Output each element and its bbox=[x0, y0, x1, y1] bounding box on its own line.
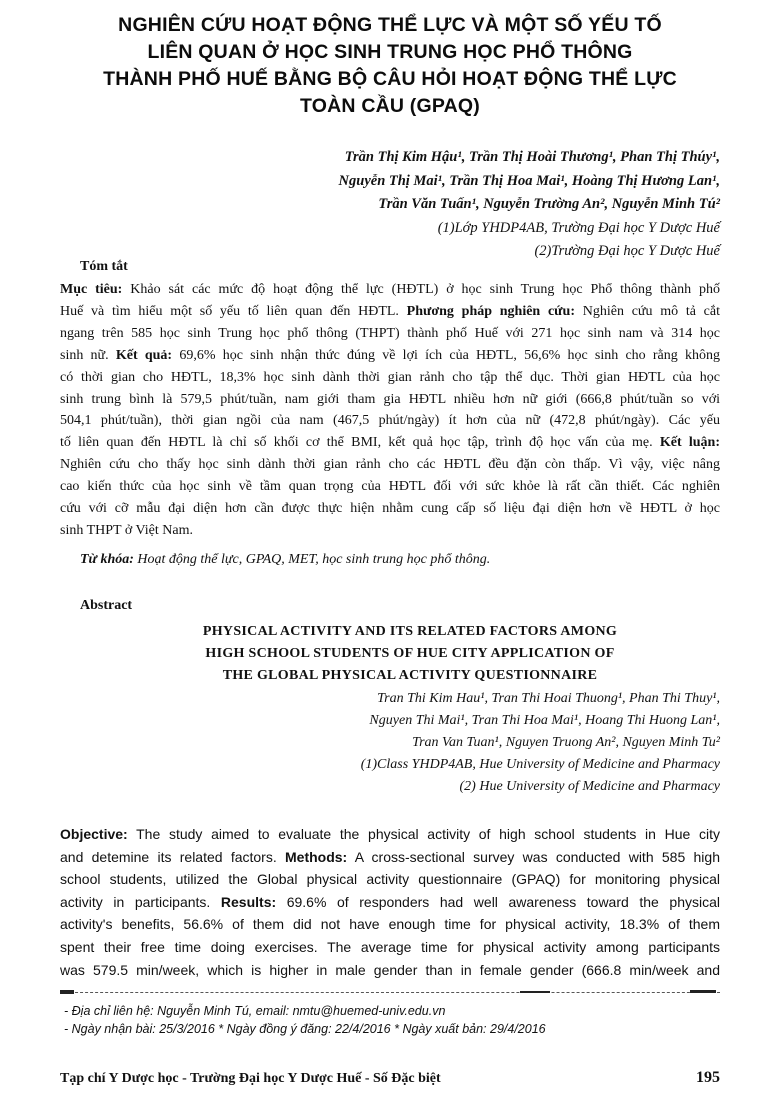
page-number: 195 bbox=[696, 1069, 720, 1086]
affiliation-line: (2)Trường Đại học Y Dược Huế bbox=[534, 243, 720, 259]
vn-abstract-line: cứu với cỡ mẫu đại diện hơn cần được thực hiện nhằm cung cấp số liệu đại diện hơn về HĐTL ở học bbox=[60, 501, 720, 517]
abstract-text: Khảo sát các mức độ hoạt động thể lực (HĐTL) ở học sinh Trung học Phổ thông thành phố bbox=[122, 282, 720, 297]
en-title-line: PHYSICAL ACTIVITY AND ITS RELATED FACTORS AMONG bbox=[202, 624, 618, 639]
affiliation-line: (2) Hue University of Medicine and Pharmacy bbox=[459, 779, 720, 794]
title-line: THÀNH PHỐ HUẾ BẰNG BỘ CÂU HỎI HOẠT ĐỘNG THỂ LỰC bbox=[103, 68, 677, 90]
article-title-vn bbox=[40, 12, 740, 120]
abstract-text: Nghiên cứu mô tả cắt bbox=[575, 303, 720, 319]
vn-abstract-line: ngang trên 585 học sinh Trung học phổ thông (THPT) thành phố Huế với 271 học sinh nam và 314 học bbox=[60, 325, 720, 341]
abstract-text: activity in participants. bbox=[60, 893, 211, 910]
en-abstract-line: spent their free time doing exercises. The average time for physical activity among participants bbox=[60, 938, 720, 955]
results-label-vn: Kết quả: bbox=[108, 347, 173, 363]
affiliation-line: (1)Class YHDP4AB, Hue University of Medicine and Pharmacy bbox=[360, 757, 720, 772]
authors-block-en bbox=[160, 688, 720, 798]
conclusion-label-vn: Kết luận: bbox=[652, 435, 720, 451]
abstract-text: sinh nữ. bbox=[60, 347, 109, 363]
abstract-text: Huế và tìm hiểu một số yếu tố liên quan đến HĐTL. bbox=[60, 303, 399, 319]
vn-abstract-paragraph bbox=[60, 279, 720, 542]
author-line: Trần Thị Kim Hậu¹, Trần Thị Hoài Thương¹, Phan Thị Thúy¹, bbox=[344, 149, 720, 165]
en-abstract-paragraph bbox=[60, 823, 720, 981]
author-line: Nguyen Thi Mai¹, Tran Thi Hoa Mai¹, Hoang Thi Huong Lan¹, bbox=[369, 713, 720, 728]
authors-block-vn bbox=[160, 146, 720, 264]
en-abstract-line bbox=[60, 823, 720, 846]
vn-abstract-line: sinh THPT ở Việt Nam. bbox=[60, 522, 193, 538]
author-line: Trần Văn Tuấn¹, Nguyễn Trường An², Nguyễn Minh Tú² bbox=[378, 196, 720, 212]
vn-abstract-line: 504,1 phút/tuần), thời gian ngồi của nam (467,5 phút/ngày) ít hơn của nữ (472,8 phút/ngày). Các yếu bbox=[60, 413, 720, 429]
en-abstract-line: was 579.5 min/week, which is higher in male gender than in female gender (666.8 min/week and bbox=[60, 961, 720, 978]
en-abstract-line bbox=[60, 846, 720, 869]
vn-abstract-line bbox=[60, 345, 720, 367]
methods-label-en: Methods: bbox=[276, 848, 348, 865]
keywords-label: Từ khóa: bbox=[80, 552, 134, 567]
vn-abstract-line: có thời gian cho HĐTL, 18,3% học sinh dành thời gian rảnh cho tập thể dục. Thời gian HĐTL của học bbox=[60, 369, 720, 385]
en-abstract-line: school students, utilized the Global physical activity questionnaire (GPAQ) for monitoring physical bbox=[60, 871, 720, 888]
contact-footnote: - Địa chỉ liên hệ: Nguyễn Minh Tú, email: nmtu@huemed-univ.edu.vn bbox=[64, 1004, 446, 1018]
scan-speck bbox=[690, 990, 716, 993]
abstract-heading: Abstract bbox=[80, 598, 133, 613]
en-title-line: HIGH SCHOOL STUDENTS OF HUE CITY APPLICATION OF bbox=[205, 646, 615, 661]
tomtat-heading: Tóm tắt bbox=[80, 259, 128, 274]
footnotes bbox=[64, 1002, 546, 1038]
keywords-line bbox=[80, 552, 490, 568]
abstract-text: and detemine its related factors. bbox=[60, 848, 277, 865]
abstract-text: A cross-sectional survey was conducted with 585 high bbox=[347, 848, 720, 865]
author-line: Tran Thi Kim Hau¹, Tran Thi Hoai Thuong¹, Phan Thi Thuy¹, bbox=[377, 691, 720, 706]
vn-abstract-line bbox=[60, 301, 720, 323]
en-title-line: THE GLOBAL PHYSICAL ACTIVITY QUESTIONNAIRE bbox=[222, 668, 598, 683]
author-line: Nguyễn Thị Mai¹, Trần Thị Hoa Mai¹, Hoàng Thị Hương Lan¹, bbox=[338, 172, 720, 189]
vn-abstract-line: Nghiên cứu cho thấy học sinh dành thời gian rảnh cho các HĐTL đều đặn còn thấp. Vì vậy, việc nâng bbox=[60, 457, 720, 473]
objective-label-en: Objective: bbox=[60, 826, 128, 842]
title-line: LIÊN QUAN Ở HỌC SINH TRUNG HỌC PHỔ THÔNG bbox=[147, 41, 633, 63]
journal-name: Tạp chí Y Dược học - Trường Đại học Y Dược Huế - Số Đặc biệt bbox=[60, 1071, 441, 1086]
abstract-text: tố liên quan đến HĐTL là chỉ số khối cơ thể BMI, kết quả học tập, trình độ học vấn của mẹ. bbox=[60, 435, 653, 451]
vn-abstract-line bbox=[60, 279, 720, 301]
objective-label-vn: Mục tiêu: bbox=[60, 282, 123, 297]
author-line: Tran Van Tuan¹, Nguyen Truong An², Nguyen Minh Tu² bbox=[412, 735, 720, 750]
abstract-text: The study aimed to evaluate the physical activity of high school students in Hue city bbox=[127, 826, 720, 842]
results-label-en: Results: bbox=[210, 893, 277, 910]
vn-abstract-line: sinh trung bình là 579,5 phút/tuần, nam giới tham gia HĐTL nhiều hơn nữ giới (666,8 phút/tuần so với bbox=[60, 391, 720, 407]
vn-abstract-line bbox=[60, 432, 720, 454]
scan-speck bbox=[520, 991, 550, 993]
dates-footnote: - Ngày nhận bài: 25/3/2016 * Ngày đồng ý đăng: 22/4/2016 * Ngày xuất bản: 29/4/2016 bbox=[64, 1022, 546, 1036]
affiliation-line: (1)Lớp YHDP4AB, Trường Đại học Y Dược Huế bbox=[437, 219, 720, 236]
en-abstract-line bbox=[60, 891, 720, 914]
article-title-en bbox=[150, 621, 670, 687]
footnote-divider bbox=[60, 992, 720, 993]
en-abstract-line: activity's benefits, 56.6% of them did not have enough time for physical activity, 18.3% of them bbox=[60, 916, 720, 933]
keywords-text: Hoạt động thể lực, GPAQ, MET, học sinh trung học phổ thông. bbox=[133, 552, 491, 567]
vn-abstract-line: cao kiến thức của học sinh về tầm quan trọng của HĐTL đối với sức khỏe là rất cần thiết. Các nghiên bbox=[60, 479, 720, 495]
title-line: TOÀN CẦU (GPAQ) bbox=[300, 95, 480, 117]
title-line: NGHIÊN CỨU HOẠT ĐỘNG THỂ LỰC VÀ MỘT SỐ YẾU TỐ bbox=[118, 14, 662, 36]
abstract-text: 69,6% học sinh nhận thức đúng về lợi ích của HĐTL, 56,6% học sinh cho rằng không bbox=[172, 347, 720, 363]
abstract-text: 69.6% of responders had well awareness toward the physical bbox=[276, 893, 720, 910]
methods-label-vn: Phương pháp nghiên cứu: bbox=[398, 303, 576, 319]
scan-speck bbox=[60, 990, 74, 994]
